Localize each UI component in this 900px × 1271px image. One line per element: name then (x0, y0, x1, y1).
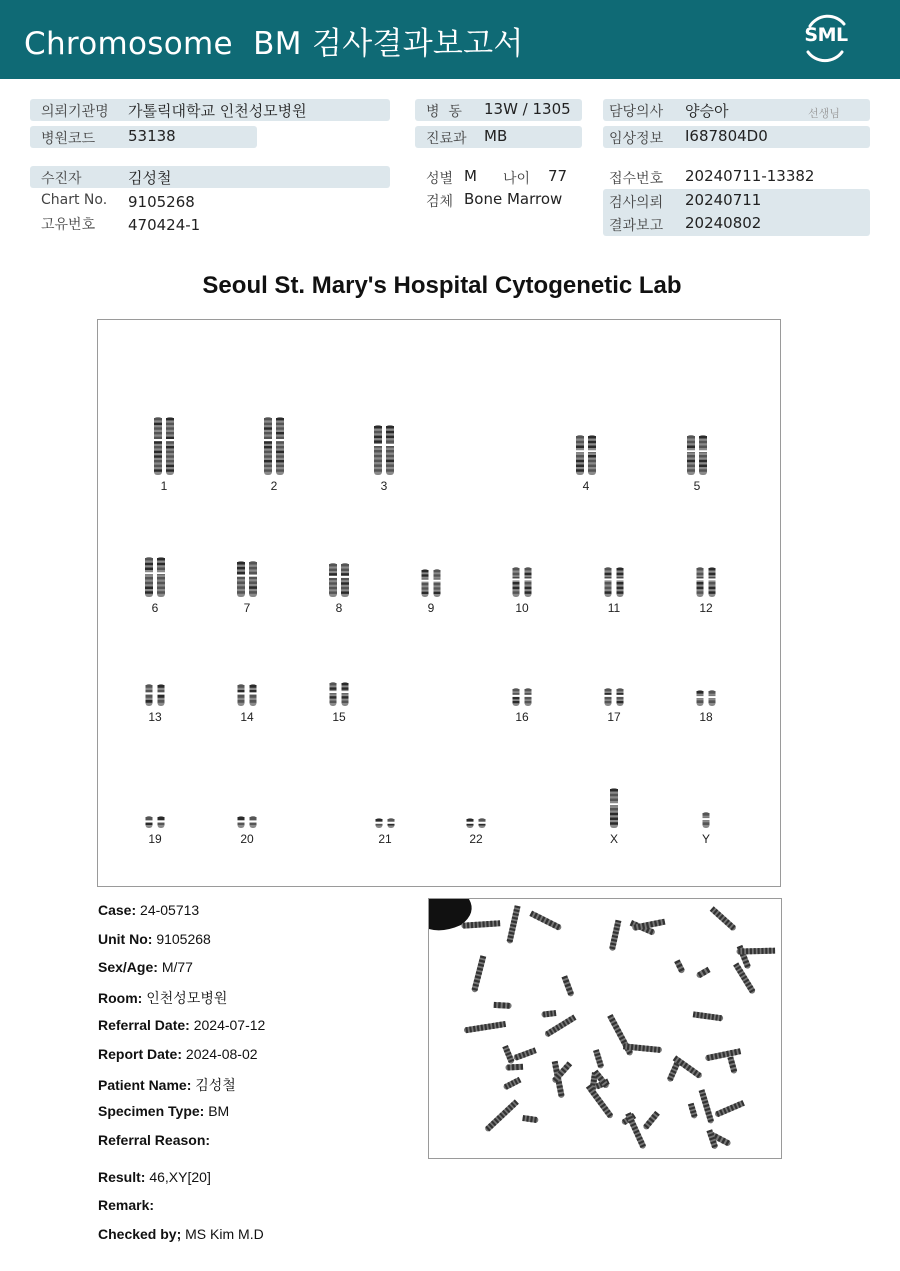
dept-label: 진료과 (426, 131, 467, 147)
chromosome-label-X: X (609, 832, 618, 846)
chromosome-label-5: 5 (693, 479, 701, 493)
chromosome-label-14: 14 (240, 710, 254, 724)
hospital-value: 가톨릭대학교 인천성모병원 (128, 102, 307, 120)
id-label: 고유번호 (41, 217, 96, 233)
case-label: Case: (98, 902, 137, 918)
ward-value: 13W / 1305 (484, 100, 571, 118)
chromosome-pair-15 (329, 682, 349, 706)
chromosome-label-16: 16 (515, 710, 529, 724)
chromosome-label-9: 9 (427, 601, 435, 615)
metaphase-chromosome (471, 955, 486, 993)
unit-label: Unit No: (98, 931, 153, 947)
chromosome-pair-1 (154, 417, 175, 475)
metaphase-chromosome (688, 1103, 698, 1119)
chromosome-label-2: 2 (270, 479, 278, 493)
chromosome-label-12: 12 (699, 601, 713, 615)
chromosome-label-17: 17 (607, 710, 621, 724)
report-date-label: Report Date: (98, 1046, 183, 1062)
receipt-value: 20240711-13382 (685, 167, 815, 185)
chromosome-pair-22 (466, 818, 486, 828)
doctor-label: 담당의사 (609, 104, 664, 120)
chromosome-label-Y: Y (701, 832, 710, 846)
metaphase-chromosome (607, 1014, 633, 1057)
age-label: 나이 (503, 171, 531, 187)
sex-value: M (464, 167, 477, 185)
referral-reason-label: Referral Reason: (98, 1132, 211, 1148)
chromosome-pair-2 (264, 417, 285, 475)
metaphase-chromosome (494, 1002, 512, 1009)
chromosome-label-3: 3 (380, 479, 388, 493)
patient-value: 김성철 (128, 169, 172, 187)
patient-row-bg (30, 166, 390, 188)
checked-line (98, 1226, 264, 1242)
chromosome-pair-21 (375, 818, 395, 828)
room-value: 인천성모병원 (146, 990, 228, 1006)
metaphase-chromosome (733, 962, 756, 994)
chromosome-pair-12 (696, 567, 716, 597)
metaphase-chromosome (484, 1099, 519, 1132)
chromosome-pair-Y (702, 812, 710, 828)
metaphase-chromosome (541, 1010, 556, 1018)
chromosome-label-6: 6 (151, 601, 159, 615)
checked-value: MS Kim M.D (185, 1226, 264, 1242)
metaphase-chromosome (674, 959, 685, 974)
case-value: 24-05713 (140, 902, 200, 918)
chromosome-label-13: 13 (148, 710, 162, 724)
id-value: 470424-1 (128, 216, 201, 234)
patient-name-line (98, 1075, 236, 1095)
clinical-value: I687804D0 (685, 127, 768, 145)
chromosome-pair-3 (374, 425, 395, 475)
report-date-line (98, 1046, 258, 1062)
chromosome-pair-19 (145, 816, 165, 828)
lab-title: Seoul St. Mary's Hospital Cytogenetic Lab (202, 272, 682, 299)
request-value: 20240711 (685, 191, 762, 209)
doctor-suffix: 선생님 (808, 107, 840, 120)
referral-date-label: Referral Date: (98, 1017, 190, 1033)
specimen-type-label: Specimen Type: (98, 1103, 205, 1119)
referral-date-line (98, 1017, 265, 1033)
receipt-label: 접수번호 (609, 171, 664, 187)
chart-value: 9105268 (128, 193, 195, 211)
specimen-label: 검체 (426, 194, 454, 210)
clinical-label: 임상정보 (609, 131, 664, 147)
result-value: 46,XY[20] (149, 1169, 211, 1185)
hospital-label: 의뢰기관명 (41, 104, 109, 120)
chromosome-label-7: 7 (243, 601, 251, 615)
remark-line (98, 1197, 154, 1213)
chromosome-pair-13 (145, 684, 165, 706)
metaphase-chromosome (593, 1049, 604, 1069)
metaphase-chromosome (714, 1100, 745, 1118)
metaphase-chromosome (695, 967, 710, 979)
metaphase-chromosome (505, 1064, 523, 1071)
metaphase-chromosome (699, 1089, 715, 1124)
chromosome-pair-16 (512, 688, 532, 706)
metaphase-chromosome (502, 1045, 515, 1065)
chromosome-pair-7 (237, 561, 258, 597)
case-line (98, 902, 199, 918)
referral-date-value: 2024-07-12 (193, 1017, 266, 1033)
sexage-label: Sex/Age: (98, 959, 158, 975)
karyogram (97, 319, 781, 887)
report-title: Chromosome BM 검사결과보고서 (24, 26, 524, 62)
metaphase-chromosome (736, 948, 775, 955)
checked-label: Checked by; (98, 1226, 182, 1242)
result-date-label: 결과보고 (609, 218, 664, 234)
patient-name-value: 김성철 (195, 1077, 236, 1093)
room-label: Room: (98, 990, 143, 1006)
chromosome-label-15: 15 (332, 710, 346, 724)
metaphase-chromosome (513, 1047, 537, 1061)
chromosome-label-18: 18 (699, 710, 713, 724)
metaphase-chromosome (642, 1111, 660, 1131)
chromosome-pair-10 (512, 567, 532, 597)
chromosome-pair-6 (145, 557, 166, 597)
specimen-value: Bone Marrow (464, 190, 563, 208)
report-date-value: 2024-08-02 (185, 1046, 258, 1062)
chromosome-pair-4 (576, 435, 597, 475)
chromosome-pair-11 (604, 567, 624, 597)
code-label: 병원코드 (41, 131, 96, 147)
referral-reason-line (98, 1132, 210, 1148)
chromosome-label-4: 4 (582, 479, 590, 493)
metaphase-chromosome (561, 975, 574, 997)
chromosome-pair-18 (696, 690, 716, 706)
metaphase-chromosome (464, 1021, 507, 1033)
metaphase-chromosome (727, 1056, 737, 1074)
chromosome-label-1: 1 (160, 479, 168, 493)
chromosome-label-20: 20 (240, 832, 254, 846)
metaphase-chromosome (529, 911, 562, 932)
metaphase-chromosome (503, 1077, 522, 1091)
chromosome-label-21: 21 (378, 832, 392, 846)
chart-label: Chart No. (41, 192, 108, 208)
metaphase-chromosome (693, 1011, 724, 1021)
sex-label: 성별 (426, 171, 454, 187)
unit-line (98, 931, 211, 947)
chromosome-pair-17 (604, 688, 624, 706)
chromosome-pair-14 (237, 684, 257, 706)
metaphase-chromosome (705, 1048, 741, 1061)
chromosome-pair-5 (687, 435, 708, 475)
metaphase-chromosome (506, 905, 520, 944)
chromosome-label-11: 11 (607, 601, 621, 615)
age-value: 77 (548, 167, 568, 185)
metaphase-spread (428, 898, 782, 1159)
metaphase-chromosome (461, 920, 500, 929)
request-label: 검사의뢰 (609, 195, 664, 211)
metaphase-chromosome (625, 1112, 646, 1149)
chromosome-label-19: 19 (148, 832, 162, 846)
code-value: 53138 (128, 127, 176, 145)
chromosome-label-8: 8 (335, 601, 343, 615)
metaphase-chromosome (609, 920, 622, 952)
sml-logo (800, 12, 852, 64)
result-line (98, 1169, 211, 1185)
metaphase-image (429, 899, 782, 1159)
patient-label: 수진자 (41, 171, 82, 187)
unit-value: 9105268 (156, 931, 211, 947)
doctor-value: 양승아 (685, 102, 729, 120)
remark-label: Remark: (98, 1197, 155, 1213)
ward-label: 병 동 (426, 104, 462, 120)
result-label: Result: (98, 1169, 146, 1185)
result-date-value: 20240802 (685, 214, 762, 232)
chromosome-label-22: 22 (469, 832, 483, 846)
patient-name-label: Patient Name: (98, 1077, 192, 1093)
specimen-type-value: BM (208, 1103, 230, 1119)
specimen-type-line (98, 1103, 229, 1119)
metaphase-chromosome (586, 1084, 614, 1119)
chromosome-pair-9 (421, 569, 441, 597)
report-header (0, 0, 900, 79)
dept-value: MB (484, 127, 508, 145)
chromosome-pair-8 (329, 563, 350, 597)
chromosome-pair-20 (237, 816, 257, 828)
sexage-value: M/77 (161, 959, 193, 975)
sexage-line (98, 959, 193, 975)
room-line (98, 988, 227, 1008)
logo-text: SML (804, 24, 848, 46)
chromosome-label-10: 10 (515, 601, 529, 615)
metaphase-chromosome (522, 1115, 539, 1123)
metaphase-chromosome (544, 1015, 577, 1038)
metaphase-chromosome (710, 906, 737, 931)
chromosome-pair-X (610, 788, 619, 828)
